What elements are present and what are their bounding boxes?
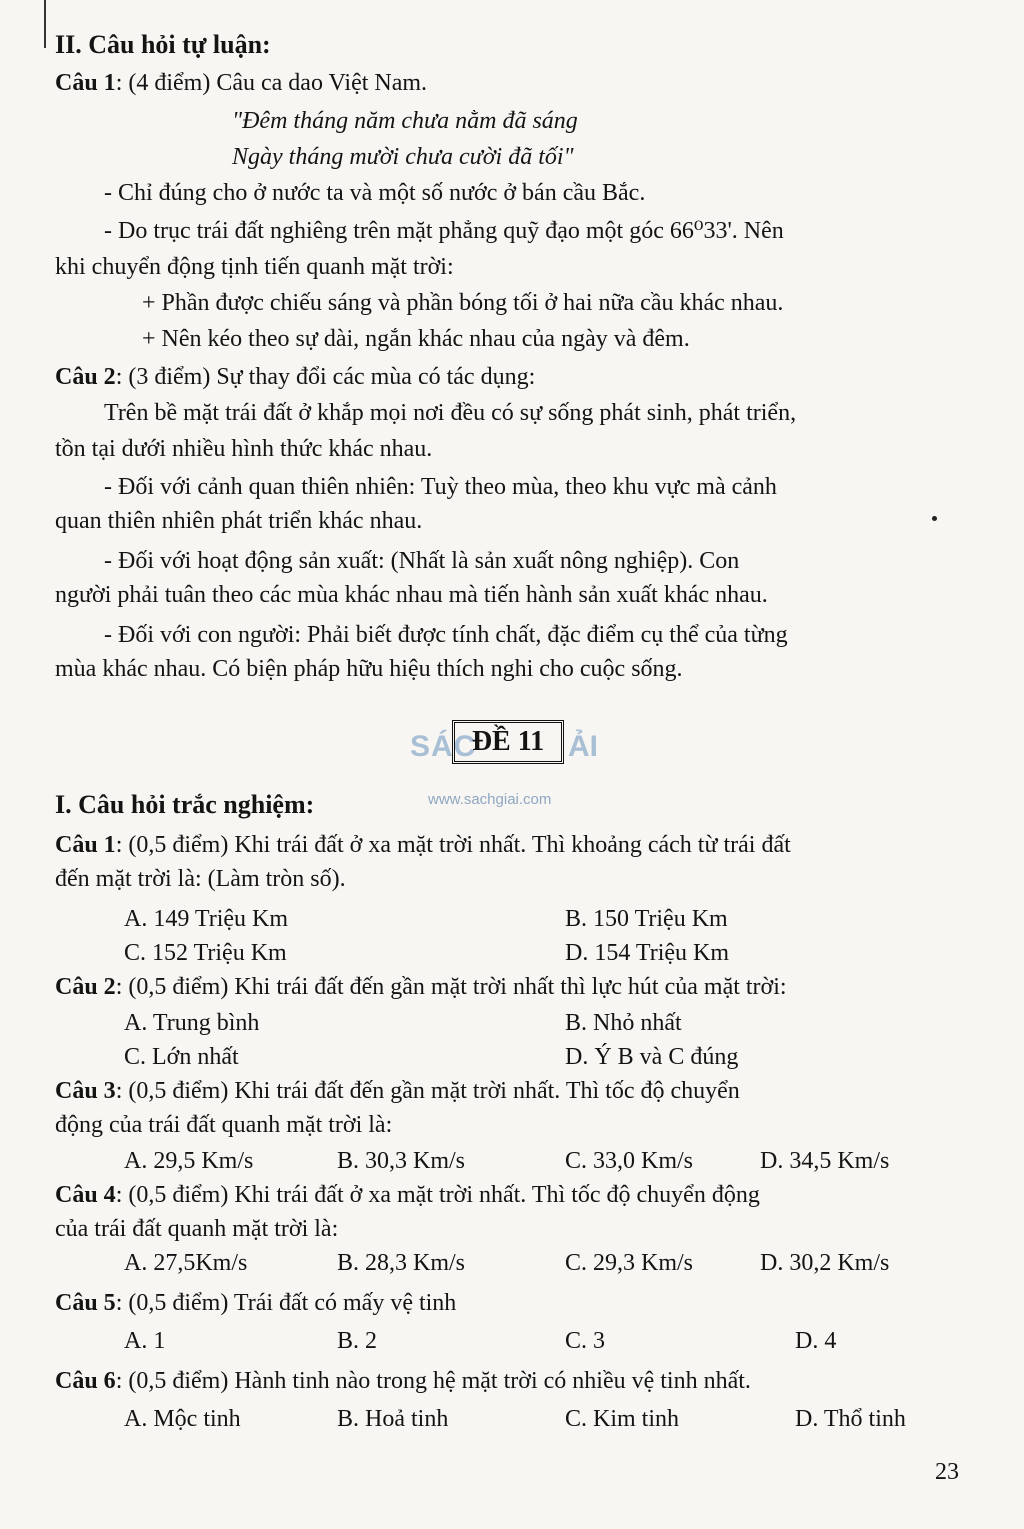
essay-q1-title xyxy=(55,68,427,98)
option-a: A. 29,5 Km/s xyxy=(124,1148,254,1174)
question-text: : (0,5 điểm) Khi trái đất đến gần mặt trời nhất. Thì tốc độ chuyển xyxy=(115,1078,740,1104)
answer-line: người phải tuân theo các mùa khác nhau mà tiến hành sản xuất khác nhau. xyxy=(55,582,768,608)
answer-line: mùa khác nhau. Có biện pháp hữu hiệu thích nghi cho cuộc sống. xyxy=(55,656,683,682)
exam-title-box: ĐỀ 11 xyxy=(452,720,564,764)
section-heading-multiple-choice: I. Câu hỏi trắc nghiệm: xyxy=(55,790,315,819)
question-text: : (0,5 điểm) Trái đất có mấy vệ tinh xyxy=(115,1290,457,1316)
option-d: D. 4 xyxy=(795,1328,837,1354)
option-d: D. 34,5 Km/s xyxy=(760,1148,890,1174)
answer-line: - Đối với cảnh quan thiên nhiên: Tuỳ theo mùa, theo khu vực mà cảnh xyxy=(104,474,777,500)
answer-line: - Đối với hoạt động sản xuất: (Nhất là sản xuất nông nghiệp). Con xyxy=(104,548,740,574)
verse-line: Ngày tháng mười chưa cười đã tối" xyxy=(232,144,574,170)
section-heading-essay: II. Câu hỏi tự luận: xyxy=(55,30,271,59)
answer-line: - Đối với con người: Phải biết được tính chất, đặc điểm cụ thể của từng xyxy=(104,622,788,648)
question-label: Câu 2 xyxy=(55,364,116,390)
watermark-text-left: SÁC xyxy=(410,730,477,763)
question-text: động của trái đất quanh mặt trời là: xyxy=(55,1112,393,1138)
mc-q6-text xyxy=(55,1366,751,1396)
answer-line: - Chỉ đúng cho ở nước ta và một số nước ở bán cầu Bắc. xyxy=(104,180,646,206)
question-text: : (0,5 điểm) Hành tinh nào trong hệ mặt trời có nhiều vệ tinh nhất. xyxy=(115,1368,751,1394)
option-a: A. 1 xyxy=(124,1328,166,1354)
option-b: B. 28,3 Km/s xyxy=(337,1250,466,1276)
option-a: A. 27,5Km/s xyxy=(124,1250,248,1276)
verse-line: "Đêm tháng năm chưa nằm đã sáng xyxy=(232,108,578,134)
speck xyxy=(932,516,937,521)
option-a: A. Mộc tinh xyxy=(124,1406,241,1432)
page-edge-line xyxy=(44,0,46,48)
question-label: Câu 2 xyxy=(55,974,116,1000)
question-points: : (3 điểm) Sự thay đổi các mùa có tác dụng: xyxy=(115,364,536,390)
option-a: A. 149 Triệu Km xyxy=(124,906,289,932)
option-c: C. 33,0 Km/s xyxy=(565,1148,694,1174)
watermark-text-right: ẢI xyxy=(568,730,598,763)
mc-q2-text xyxy=(55,972,787,1002)
option-a: A. Trung bình xyxy=(124,1010,260,1036)
question-text: : (0,5 điểm) Khi trái đất ở xa mặt trời nhất. Thì khoảng cách từ trái đất xyxy=(115,832,791,858)
option-b: B. Hoả tinh xyxy=(337,1406,449,1432)
mc-q5-text xyxy=(55,1288,456,1318)
option-c: C. Kim tinh xyxy=(565,1406,680,1432)
option-b: B. 2 xyxy=(337,1328,378,1354)
mc-q3-text xyxy=(55,1076,740,1106)
answer-line: + Nên kéo theo sự dài, ngắn khác nhau của ngày và đêm. xyxy=(142,326,690,352)
option-b: B. 150 Triệu Km xyxy=(565,906,728,932)
option-c: C. 29,3 Km/s xyxy=(565,1250,694,1276)
question-text: : (0,5 điểm) Khi trái đất đến gần mặt trời nhất thì lực hút của mặt trời: xyxy=(115,974,787,1000)
question-label: Câu 1 xyxy=(55,832,116,858)
question-text: của trái đất quanh mặt trời là: xyxy=(55,1216,339,1242)
page-number: 23 xyxy=(935,1459,959,1485)
option-b: B. Nhỏ nhất xyxy=(565,1010,682,1036)
option-b: B. 30,3 Km/s xyxy=(337,1148,466,1174)
option-c: C. Lớn nhất xyxy=(124,1044,239,1070)
question-label: Câu 3 xyxy=(55,1078,116,1104)
question-points: : (4 điểm) Câu ca dao Việt Nam. xyxy=(115,70,428,96)
answer-line: khi chuyển động tịnh tiến quanh mặt trời: xyxy=(55,254,454,280)
question-label: Câu 4 xyxy=(55,1182,116,1208)
answer-line: Trên bề mặt trái đất ở khắp mọi nơi đều có sự sống phát sinh, phát triển, xyxy=(104,400,797,426)
option-c: C. 152 Triệu Km xyxy=(124,940,287,966)
option-d: D. Ý B và C đúng xyxy=(565,1044,739,1070)
option-d: D. 30,2 Km/s xyxy=(760,1250,890,1276)
option-d: D. Thổ tinh xyxy=(795,1406,906,1432)
question-label: Câu 6 xyxy=(55,1368,116,1394)
answer-line: - Do trục trái đất nghiêng trên mặt phẳng quỹ đạo một góc 66⁰33'. Nên xyxy=(104,218,784,244)
answer-line: + Phần được chiếu sáng và phần bóng tối ở hai nữa cầu khác nhau. xyxy=(142,290,784,316)
essay-q2-title xyxy=(55,362,535,392)
question-text: đến mặt trời là: (Làm tròn số). xyxy=(55,866,346,892)
question-text: : (0,5 điểm) Khi trái đất ở xa mặt trời nhất. Thì tốc độ chuyển động xyxy=(115,1182,760,1208)
answer-line: quan thiên nhiên phát triển khác nhau. xyxy=(55,508,423,534)
mc-q1-text xyxy=(55,830,791,860)
answer-line: tồn tại dưới nhiều hình thức khác nhau. xyxy=(55,436,433,462)
question-label: Câu 1 xyxy=(55,70,116,96)
question-label: Câu 5 xyxy=(55,1290,116,1316)
option-c: C. 3 xyxy=(565,1328,606,1354)
watermark-url: www.sachgiai.com xyxy=(428,791,552,808)
mc-q4-text xyxy=(55,1180,760,1210)
option-d: D. 154 Triệu Km xyxy=(565,940,730,966)
